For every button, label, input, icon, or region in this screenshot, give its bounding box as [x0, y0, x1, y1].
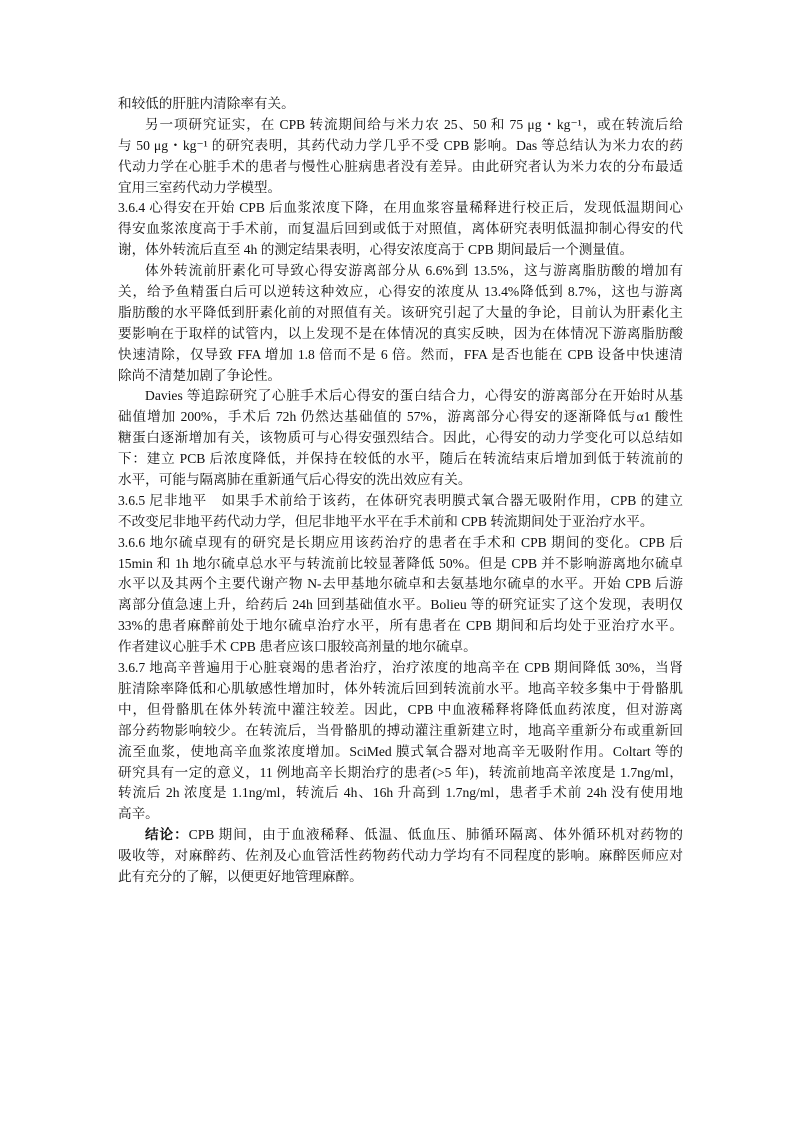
document-page: [118, 94, 683, 888]
text-line: [118, 470, 683, 491]
line-text: 3.6.6 地尔硫卓现有的研究是长期应用该药治疗的患者在手术和 CPB 期间的变化。CPB 后: [118, 534, 683, 550]
line-text: 糖蛋白逐渐增加有关，该物质可与心得安强烈结合。因此，心得安的动力学变化可以总结如: [118, 430, 683, 446]
text-line: [118, 219, 683, 240]
line-text: 体外转流前肝素化可导致心得安游离部分从 6.6%到 13.5%，这与游离脂肪酸的增加有: [145, 263, 683, 279]
paragraph: [118, 658, 683, 825]
line-text: 不改变尼非地平药代动力学，但尼非地平水平在手术前和 CPB 转流期间处于亚治疗水平。: [118, 513, 654, 529]
text-line: [118, 491, 683, 512]
line-text: 脂肪酸的水平降低到肝素化前的对照值有关。该研究引起了大量的争论，目前认为肝素化主: [118, 304, 683, 320]
text-line: [118, 742, 683, 763]
line-text: 流至血浆，使地高辛血浆浓度增加。SciMed 膜式氧合器对地高辛无吸附作用。Coltart 等的: [118, 743, 683, 759]
text-line: [118, 825, 683, 846]
text-line: [118, 658, 683, 679]
text-line: [118, 240, 683, 261]
text-line: [118, 804, 683, 825]
paragraph: [118, 386, 683, 490]
line-text: 除尚不清楚加剧了争论性。: [118, 367, 282, 383]
text-line: [118, 721, 683, 742]
text-line: [118, 386, 683, 407]
line-text: 高辛。: [118, 806, 159, 822]
text-line: [118, 261, 683, 282]
paragraph: [118, 533, 683, 658]
text-line: [118, 136, 683, 157]
line-text: 此有充分的了解，以便更好地管理麻醉。: [118, 868, 363, 884]
line-text: 脏清除率降低和心肌敏感性增加时，体外转流后回到转流前水平。地高辛较多集中于骨骼肌: [118, 680, 683, 696]
line-text: 宜用三室药代动力学模型。: [118, 179, 282, 195]
line-text: 3.6.4 心得安在开始 CPB 后血浆浓度下降，在用血浆容量稀释进行校正后，发现低温期间心: [118, 200, 683, 216]
line-text: CPB 期间，由于血液稀释、低温、低血压、肺循环隔离、体外循环机对药物的: [188, 827, 683, 843]
text-line: [118, 679, 683, 700]
text-line: [118, 763, 683, 784]
text-line: [118, 324, 683, 345]
text-line: [118, 574, 683, 595]
line-text: 15min 和 1h 地尔硫卓总水平与转流前比较显著降低 50%。但是 CPB 并不影响游离地尔硫卓: [118, 555, 683, 571]
line-text: 础值增加 200%，手术后 72h 仍然达基础值的 57%，游离部分心得安的逐渐降低与α1 酸性: [118, 409, 683, 425]
line-text: 33%的患者麻醉前处于地尔硫卓治疗水平，所有患者在 CPB 期间和后均处于亚治疗水平。: [118, 618, 683, 634]
text-line: [118, 637, 683, 658]
text-line: [118, 94, 683, 115]
line-text: 作者建议心脏手术 CPB 患者应该口服较高剂量的地尔硫卓。: [118, 639, 477, 655]
text-line: [118, 178, 683, 199]
text-line: [118, 554, 683, 575]
text-line: [118, 700, 683, 721]
text-line: [118, 533, 683, 554]
line-text: 与 50 μg・kg⁻¹ 的研究表明，其药代动力学几乎不受 CPB 影响。Das 等总结认为米力农的药: [118, 137, 683, 153]
line-text: 3.6.5 尼非地平 如果手术前给于该药，在体研究表明膜式氧合器无吸附作用，CPB 的建立: [118, 492, 683, 508]
line-text: 和较低的肝脏内清除率有关。: [118, 96, 295, 111]
text-line: [118, 282, 683, 303]
line-text: 研究具有一定的意义，11 例地高辛长期治疗的患者(>5 年)，转流前地高辛浓度是 1.7ng/ml，: [118, 764, 683, 780]
line-text: 要影响在于取样的试管内，以上发现不是在体情况的真实反映，因为在体情况下游离脂肪酸: [118, 325, 683, 341]
line-text: 中，但骨骼肌在体外转流中灌注较差。因此，CPB 中血液稀释将降低血药浓度，但对游离: [118, 701, 683, 717]
line-text: 水平，可能与隔离肺在重新通气后心得安的洗出效应有关。: [118, 472, 472, 488]
text-line: [118, 449, 683, 470]
line-text: 得安血浆浓度高于手术前，而复温后回到或低于对照值，离体研究表明低温抑制心得安的代: [118, 221, 683, 237]
paragraph: [118, 115, 683, 199]
line-text: 水平以及其两个主要代谢产物 N-去甲基地尔硫卓和去氨基地尔硫卓的水平。开始 CPB 后游: [118, 576, 683, 592]
paragraph: [118, 491, 683, 533]
line-text: 吸收等，对麻醉药、佐剂及心血管活性药物药代动力学均有不同程度的影响。麻醉医师应对: [118, 848, 683, 864]
text-line: [118, 846, 683, 867]
text-line: [118, 512, 683, 533]
text-line: [118, 616, 683, 637]
line-text: 谢，体外转流后直至 4h 的测定结果表明，心得安浓度高于 CPB 期间最后一个测量值。: [118, 242, 634, 258]
line-text: 另一项研究证实，在 CPB 转流期间给与米力农 25、50 和 75 μg・kg⁻¹，或在转流后给: [145, 116, 683, 132]
line-text: 关，给予鱼精蛋白后可以逆转这种效应，心得安的浓度从 13.4%降低到 8.7%，这也与游离: [118, 284, 683, 300]
line-text: 快速清除，仅导致 FFA 增加 1.8 倍而不是 6 倍。然而，FFA 是否也能在 CPB 设备中快速清: [118, 346, 683, 362]
line-text: 离部分值急速上升，给药后 24h 回到基础值水平。Bolieu 等的研究证实了这个发现，表明仅: [118, 597, 683, 613]
line-text: 部分药物影响较少。在转流后，当骨骼肌的搏动灌注重新建立时，地高辛重新分布或重新回: [118, 722, 683, 738]
paragraph: [118, 825, 683, 888]
text-line: [118, 783, 683, 804]
paragraph: [118, 94, 683, 115]
text-line: [118, 198, 683, 219]
paragraph: [118, 261, 683, 386]
paragraph: [118, 198, 683, 261]
text-line: [118, 428, 683, 449]
line-text: Davies 等追踪研究了心脏手术后心得安的蛋白结合力，心得安的游离部分在开始时从基: [145, 388, 683, 404]
text-line: [118, 867, 683, 888]
text-line: [118, 407, 683, 428]
line-text: 代动力学在心脏手术的患者与慢性心脏病患者没有差异。由此研究者认为米力农的分布最适: [118, 158, 683, 174]
text-line: [118, 595, 683, 616]
text-line: [118, 303, 683, 324]
conclusion-label: 结论：: [145, 827, 189, 843]
text-line: [118, 115, 683, 136]
text-line: [118, 345, 683, 366]
line-text: 3.6.7 地高辛普遍用于心脏衰竭的患者治疗，治疗浓度的地高辛在 CPB 期间降低 30%，当肾: [118, 660, 683, 676]
text-line: [118, 157, 683, 178]
text-line: [118, 366, 683, 387]
line-text: 转流后 2h 浓度是 1.1ng/ml，转流后 4h、16h 升高到 1.7ng/ml，患者手术前 24h 没有使用地: [118, 785, 683, 801]
line-text: 下：建立 PCB 后浓度降低，并保持在较低的水平，随后在转流结束后增加到低于转流前的: [118, 451, 683, 467]
